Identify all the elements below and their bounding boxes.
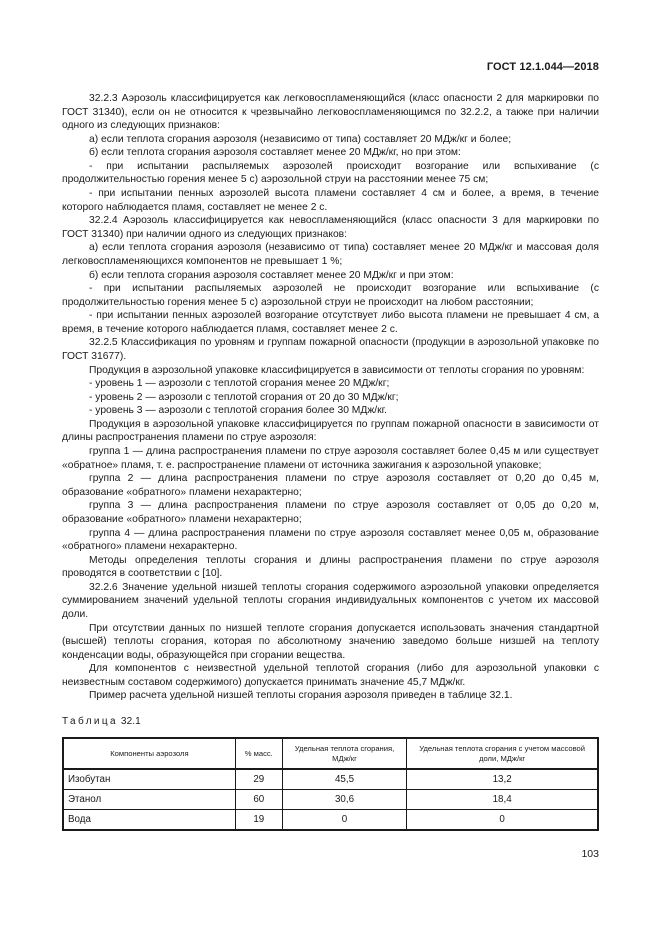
document-body <box>62 92 599 703</box>
table-caption <box>62 716 141 727</box>
paragraph: а) если теплота сгорания аэрозоля (независимо от типа) составляет менее 20 МДж/кг и массовая доля легковоспламеняющихся компонентов не превышает 1 %; <box>62 242 599 267</box>
list-item: - уровень 2 — аэрозоли с теплотой сгорания от 20 до 30 МДж/кг; <box>89 391 399 403</box>
page-number: 103 <box>581 848 599 860</box>
column-header-heat: Удельная теплота сгорания, МДж/кг <box>282 738 407 769</box>
table-row <box>63 790 598 810</box>
paragraph: а) если теплота сгорания аэрозоля (независимо от типа) составляет 20 МДж/кг и более; <box>89 133 512 145</box>
list-item: - при испытании пенных аэрозолей высота пламени составляет 4 см и более, а время, в течение которого наблюдается пламя, составляет не менее 2 с. <box>62 188 599 213</box>
list-item: группа 3 — длина распространения пламени по струе аэрозоля составляет от 0,05 до 0,20 м, образование «обратного» пламени нехарактерно; <box>62 500 599 525</box>
paragraph: Для компонентов с неизвестной удельной теплотой сгорания (либо для аэрозольной упаковки с неизвестным составом содержимого) допускается принимать значение 45,7 МДж/кг. <box>62 663 599 688</box>
table-caption-number: 32.1 <box>120 716 141 727</box>
table-caption-word: Таблица <box>62 716 119 727</box>
list-item: группа 1 — длина распространения пламени по струе аэрозоля составляет более 0,45 м или существует «обратное» пламя, т. е. распространение пламени от источника зажигания к аэрозольной упаковке; <box>62 446 599 471</box>
cell-weighted-heat: 13,2 <box>407 769 598 790</box>
paragraph: б) если теплота сгорания аэрозоля составляет менее 20 МДж/кг, но при этом: <box>89 147 461 159</box>
cell-mass-percent: 29 <box>235 769 282 790</box>
paragraph: Продукция в аэрозольной упаковке классифицируется в зависимости от теплоты сгорания по уровням: <box>89 364 585 376</box>
list-item: - уровень 3 — аэрозоли с теплотой сгорания более 30 МДж/кг. <box>89 405 387 417</box>
table-row <box>63 769 598 790</box>
list-item: группа 2 — длина распространения пламени по струе аэрозоля составляет от 0,20 до 0,45 м, образование «обратного» пламени нехарактерно; <box>62 473 599 498</box>
table-row <box>63 810 598 831</box>
paragraph-32-2-4: 32.2.4 Аэрозоль классифицируется как невоспламеняющийся (класс опасности 3 для маркировки по ГОСТ 31340) при наличии одного из следующих признаков: <box>62 215 599 240</box>
cell-weighted-heat: 0 <box>407 810 598 831</box>
list-item: группа 4 — длина распространения пламени по струе аэрозоля составляет менее 0,05 м, образование «обратного» пламени нехарактерно. <box>62 527 599 553</box>
paragraph: Пример расчета удельной низшей теплоты сгорания аэрозоля приведен в таблице 32.1. <box>89 690 513 702</box>
cell-weighted-heat: 18,4 <box>407 790 598 810</box>
aerosol-table <box>62 737 599 831</box>
list-item: - при испытании пенных аэрозолей возгорание отсутствует либо высота пламени не превышает 4 см, а время, в течение которого наблюдается пламя, составляет менее 2 с. <box>62 310 599 335</box>
paragraph: Методы определения теплоты сгорания и длины распространения пламени по струе аэрозоля проводятся в соответствии с [10]. <box>62 554 599 580</box>
cell-mass-percent: 19 <box>235 810 282 831</box>
cell-component: Изобутан <box>63 769 235 790</box>
cell-heat: 0 <box>282 810 407 831</box>
paragraph: Продукция в аэрозольной упаковке классифицируется по группам пожарной опасности в зависимости от длины распространения пламени по струе аэрозоля: <box>62 418 599 444</box>
list-item: - при испытании распыляемых аэрозолей происходит возгорание или вспыхивание (с продолжительностью горения менее 5 с) аэрозольной струи на расстоянии менее 75 см; <box>62 160 599 186</box>
paragraph-32-2-3: 32.2.3 Аэрозоль классифицируется как легковоспламеняющийся (класс опасности 2 для маркировки по ГОСТ 31340), если он не относится к чрезвычайно легковоспламеняющимся по 32.2.2, а также при наличии одного из следующих признаков: <box>62 93 599 132</box>
column-header-weighted-heat: Удельная теплота сгорания с учетом массовой доли, МДж/кг <box>407 738 598 769</box>
paragraph: б) если теплота сгорания аэрозоля составляет менее 20 МДж/кг и при этом: <box>89 269 454 281</box>
cell-mass-percent: 60 <box>235 790 282 810</box>
cell-heat: 45,5 <box>282 769 407 790</box>
column-header-components: Компоненты аэрозоля <box>63 738 235 769</box>
cell-heat: 30,6 <box>282 790 407 810</box>
document-header: ГОСТ 12.1.044—2018 <box>486 61 599 73</box>
cell-component: Вода <box>63 810 235 831</box>
cell-component: Этанол <box>63 790 235 810</box>
list-item: - при испытании распыляемых аэрозолей не происходит возгорание или вспыхивание (с продолжительностью горения менее 5 с) аэрозольной струи не происходит на любом расстоянии; <box>62 283 599 308</box>
paragraph-32-2-5: 32.2.5 Классификация по уровням и группам пожарной опасности (продукции в аэрозольной упаковке по ГОСТ 31677). <box>62 337 599 362</box>
paragraph: При отсутствии данных по низшей теплоте сгорания допускается использовать значения стандартной (высшей) теплоты сгорания, которая по абсолютному значению заведомо больше низшей на теплоту конденсации воды, образующейся при сгорании вещества. <box>62 622 599 661</box>
table-header-row <box>63 738 598 769</box>
list-item: - уровень 1 — аэрозоли с теплотой сгорания менее 20 МДж/кг; <box>89 378 390 390</box>
column-header-mass-percent: % масс. <box>235 738 282 769</box>
paragraph-32-2-6: 32.2.6 Значение удельной низшей теплоты сгорания содержимого аэрозольной упаковки определяется суммированием значений удельной теплоты сгорания индивидуальных компонентов с учетом их массовой доли. <box>62 581 599 620</box>
